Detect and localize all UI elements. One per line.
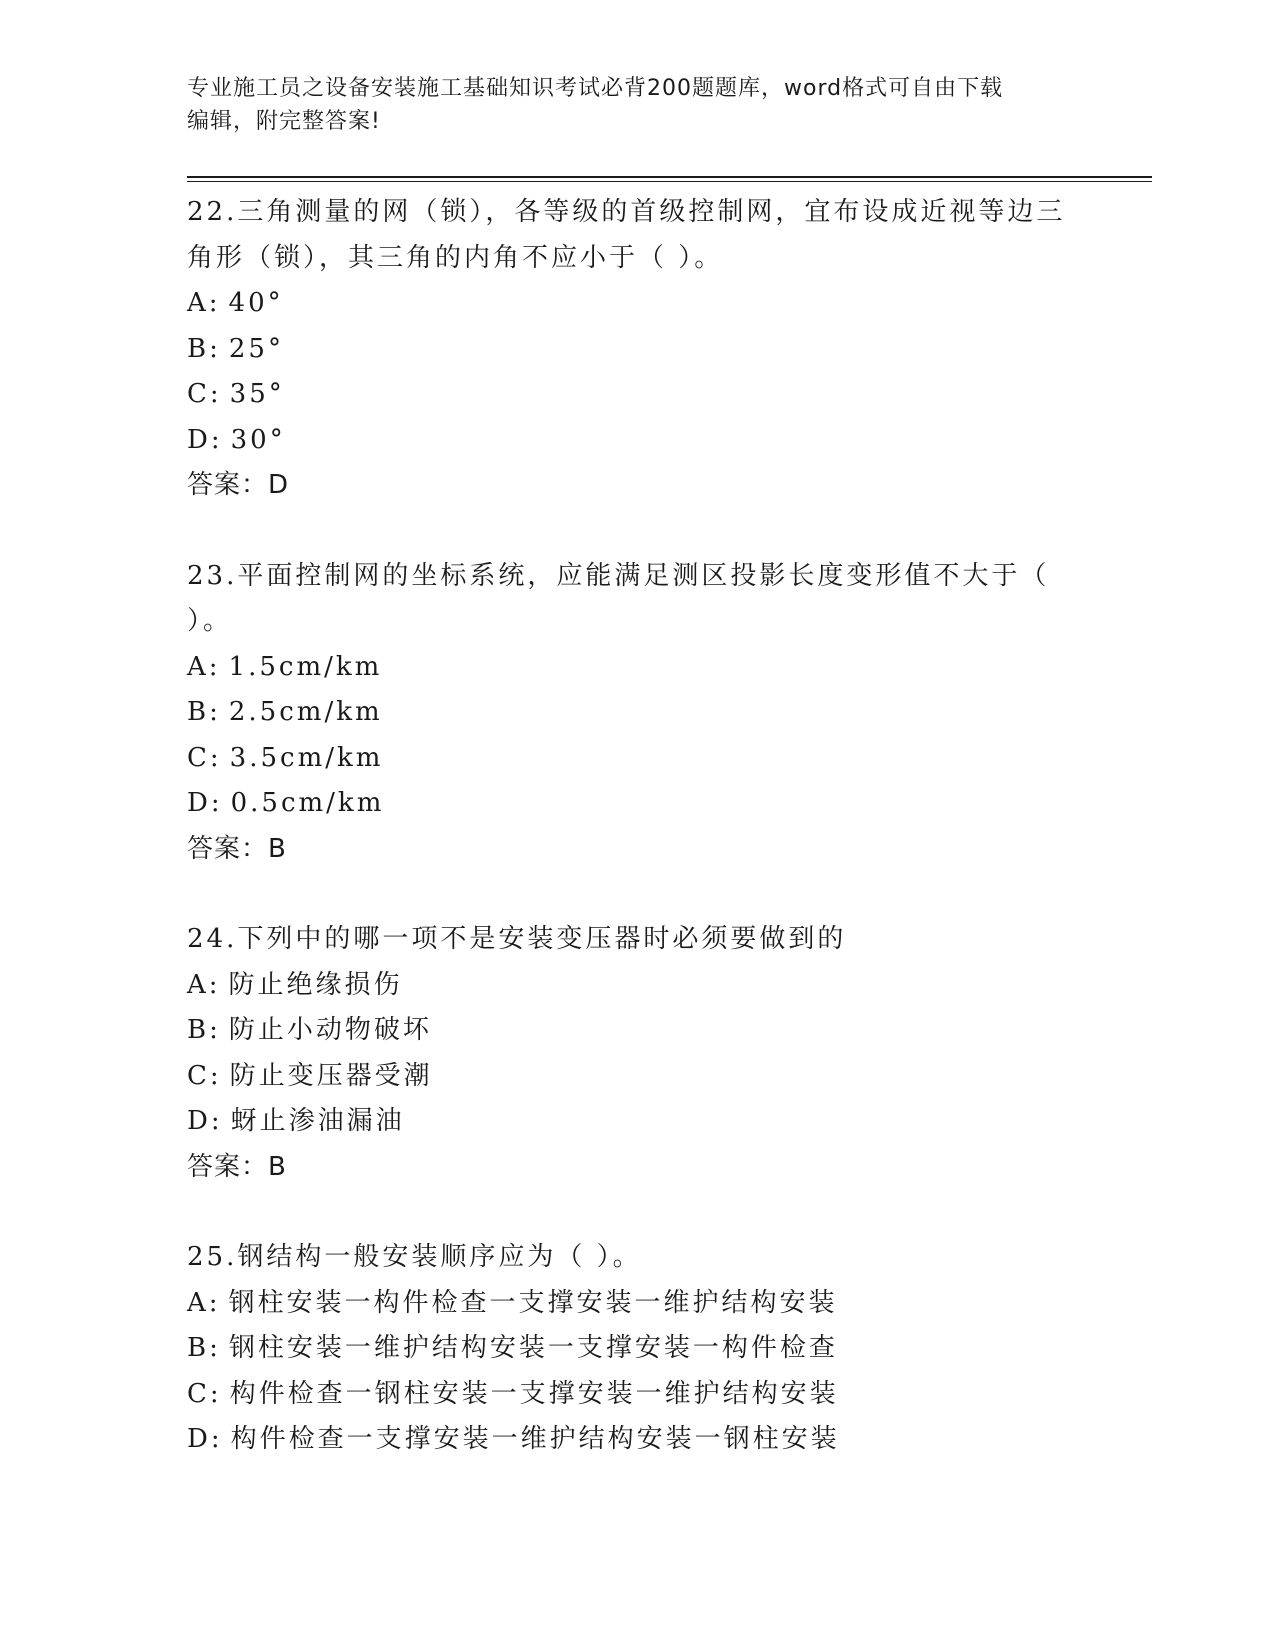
question-25 [187,1235,1087,1463]
option-text: 防止变压器受潮 [229,1060,433,1091]
question-text-line: 22.三角测量的网（锁），各等级的首级控制网，宜布设成近视等边三 [187,197,1066,227]
option-letter: D: [187,1424,223,1454]
header-line-1: 专业施工员之设备安装施工基础知识考试必背200题题库，word格式可自由下载 [187,76,1004,101]
option-text: 钢柱安装一构件检查一支撑安装一维护结构安装 [228,1287,838,1318]
question-23 [187,554,1087,873]
header-divider-thin [187,181,1152,182]
option-d [187,418,1087,464]
option-a [187,645,1087,691]
option-letter: D: [187,1106,223,1136]
option-b [187,690,1087,736]
option-text: 30° [230,424,286,455]
option-text: 40° [228,288,284,318]
question-text-line: 24.下列中的哪一项不是安装变压器时必须要做到的 [187,924,847,954]
header-divider-thick [187,176,1152,178]
question-text-line: 25.钢结构一般安装顺序应为（ ）。 [187,1242,642,1272]
question-text-line: 角形（锁），其三角的内角不应小于（ ）。 [187,242,724,273]
option-a [187,1281,1087,1327]
option-letter: D: [187,788,223,818]
option-letter: A: [187,969,221,1000]
question-text-line: ）。 [187,606,233,636]
option-d [187,1099,1087,1145]
option-c [187,1372,1087,1418]
option-letter: C: [187,742,222,773]
option-text: 钢柱安装一维护结构安装一支撑安装一构件检查 [228,1333,838,1363]
option-b [187,1326,1087,1372]
option-letter: A: [187,288,221,318]
answer-line: 答案：D [187,470,290,500]
header-line-2: 编辑，附完整答案! [187,109,381,134]
option-text: 35° [229,379,285,409]
option-text: 防止小动物破坏 [228,1015,432,1045]
option-letter: C: [187,1060,222,1091]
option-text: 蚜止渗油漏油 [230,1106,405,1136]
question-list [187,190,1087,1508]
option-letter: B: [187,1333,221,1363]
question-22 [187,190,1087,509]
option-text: 0.5cm/km [230,788,385,818]
option-letter: D: [187,424,223,455]
question-24 [187,917,1087,1190]
option-d [187,781,1087,827]
option-text: 3.5cm/km [229,742,384,773]
option-c [187,372,1087,418]
option-letter: C: [187,1378,222,1409]
option-letter: C: [187,379,222,409]
option-d [187,1417,1087,1463]
option-text: 防止绝缘损伤 [228,969,403,1000]
option-a [187,963,1087,1009]
option-letter: B: [187,333,221,364]
option-text: 2.5cm/km [228,697,383,727]
option-text: 构件检查一支撑安装一维护结构安装一钢柱安装 [230,1424,840,1454]
document-header [187,72,1087,138]
answer-line: 答案：B [187,833,287,864]
option-text: 构件检查一钢柱安装一支撑安装一维护结构安装 [229,1378,839,1409]
option-letter: A: [187,1287,221,1318]
option-letter: A: [187,651,221,682]
question-text-line: 23.平面控制网的坐标系统，应能满足测区投影长度变形值不大于（ [187,560,1050,591]
option-b [187,1008,1087,1054]
option-text: 1.5cm/km [228,651,383,682]
option-c [187,736,1087,782]
option-letter: B: [187,1015,221,1045]
option-c [187,1054,1087,1100]
option-b [187,327,1087,373]
option-text: 25° [228,333,284,364]
answer-line: 答案：B [187,1151,287,1182]
option-a [187,281,1087,327]
option-letter: B: [187,697,221,727]
